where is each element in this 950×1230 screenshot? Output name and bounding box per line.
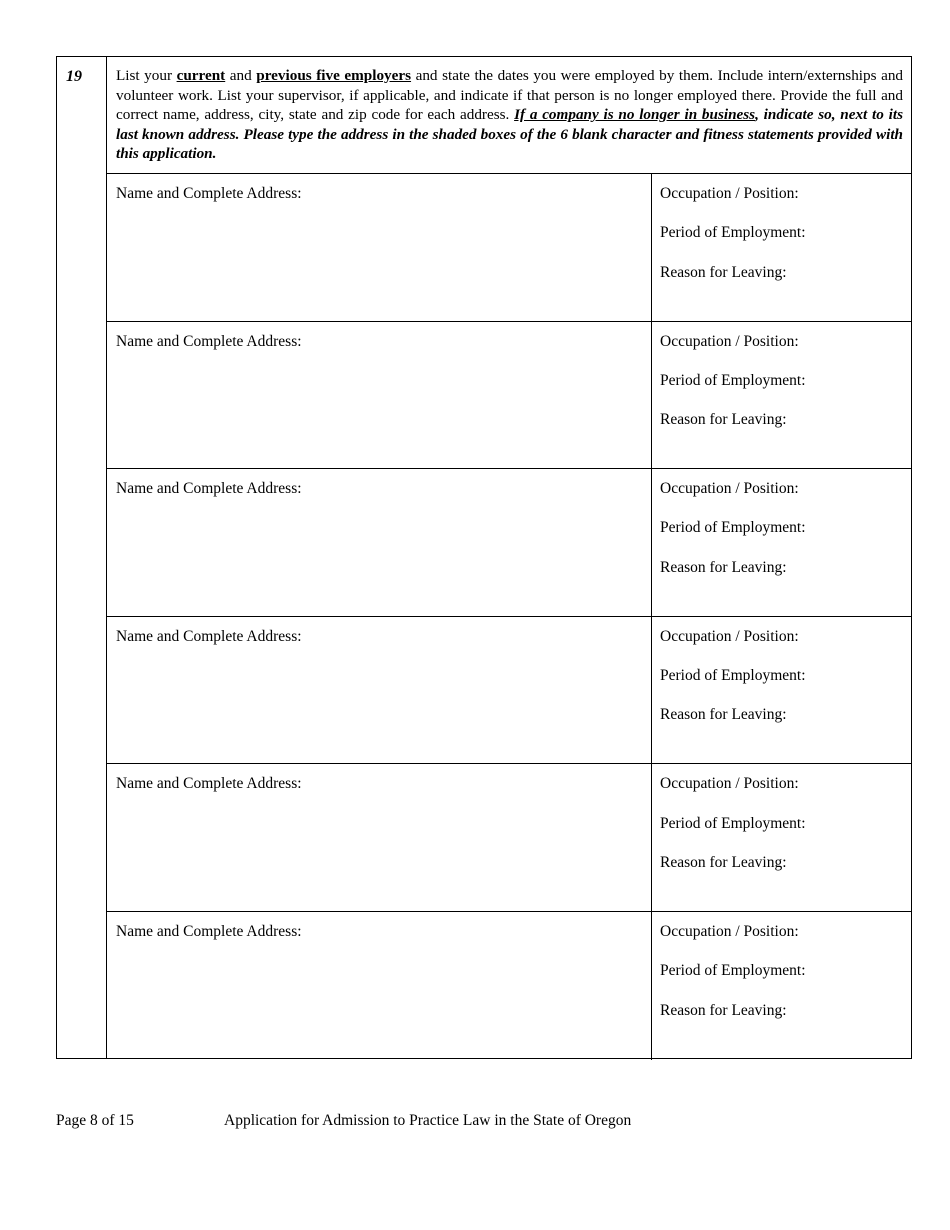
footer-title: Application for Admission to Practice Law in the State of Oregon xyxy=(224,1112,632,1129)
employment-details[interactable] xyxy=(652,174,911,332)
address-field[interactable] xyxy=(107,912,652,1060)
reason-label: Reason for Leaving: xyxy=(660,411,787,429)
address-field[interactable] xyxy=(107,322,652,469)
reason-label: Reason for Leaving: xyxy=(660,853,787,871)
question-19-table xyxy=(56,56,912,1059)
occupation-label: Occupation / Position: xyxy=(660,185,799,202)
employer-row xyxy=(107,322,911,470)
address-label: Name and Complete Address: xyxy=(116,922,302,940)
period-label: Period of Employment: xyxy=(660,667,806,685)
instr-text-3: and state the dates you were employed by them. Include intern/externships and volunteer work. List your supervisor, if applicable, and indicate if that person is no longer employed there. Provide the full and correct name, address, city, state and zip code for each address. xyxy=(116,67,904,124)
employment-details[interactable] xyxy=(652,469,911,627)
reason-label: Reason for Leaving: xyxy=(660,706,787,724)
instr-text-2: and xyxy=(225,67,257,84)
occupation-label: Occupation / Position: xyxy=(660,332,799,350)
instructions xyxy=(107,57,911,174)
employer-row xyxy=(107,617,911,765)
address-field[interactable] xyxy=(107,174,652,321)
employment-details[interactable] xyxy=(652,322,911,480)
occupation-label: Occupation / Position: xyxy=(660,922,799,940)
address-field[interactable] xyxy=(107,764,652,911)
address-label: Name and Complete Address: xyxy=(116,775,302,793)
instr-closing: , indicate so, next to its last known address. Please type the address in the shaded boxes of the 6 blank character and fitness statements provided with this application. xyxy=(116,106,903,163)
address-label: Name and Complete Address: xyxy=(116,185,302,202)
period-label: Period of Employment: xyxy=(660,371,806,389)
employment-details[interactable] xyxy=(652,764,911,922)
question-number-column xyxy=(57,57,107,1058)
address-label: Name and Complete Address: xyxy=(116,627,302,645)
reason-label: Reason for Leaving: xyxy=(660,263,787,281)
address-field[interactable] xyxy=(107,469,652,616)
instr-current: current xyxy=(176,67,226,84)
address-label: Name and Complete Address: xyxy=(116,480,302,498)
address-label: Name and Complete Address: xyxy=(116,332,302,350)
instr-company-closed: If a company is no longer in business xyxy=(514,106,756,124)
page-number: Page 8 of 15 xyxy=(56,1112,134,1129)
reason-label: Reason for Leaving: xyxy=(660,1001,787,1019)
employer-rows xyxy=(107,174,911,1058)
period-label: Period of Employment: xyxy=(660,224,806,242)
employer-row xyxy=(107,469,911,617)
period-label: Period of Employment: xyxy=(660,814,806,832)
period-label: Period of Employment: xyxy=(660,519,806,537)
employer-row xyxy=(107,174,911,322)
occupation-label: Occupation / Position: xyxy=(660,627,799,645)
period-label: Period of Employment: xyxy=(660,962,806,980)
employment-details[interactable] xyxy=(652,912,911,1071)
address-field[interactable] xyxy=(107,617,652,764)
instr-previous: previous five employers xyxy=(256,67,412,84)
employment-details[interactable] xyxy=(652,617,911,775)
employer-row xyxy=(107,912,911,1060)
question-number: 19 xyxy=(66,68,82,85)
occupation-label: Occupation / Position: xyxy=(660,480,799,498)
employer-row xyxy=(107,764,911,912)
instr-text-1: List your xyxy=(116,67,177,84)
reason-label: Reason for Leaving: xyxy=(660,558,787,576)
occupation-label: Occupation / Position: xyxy=(660,775,799,793)
